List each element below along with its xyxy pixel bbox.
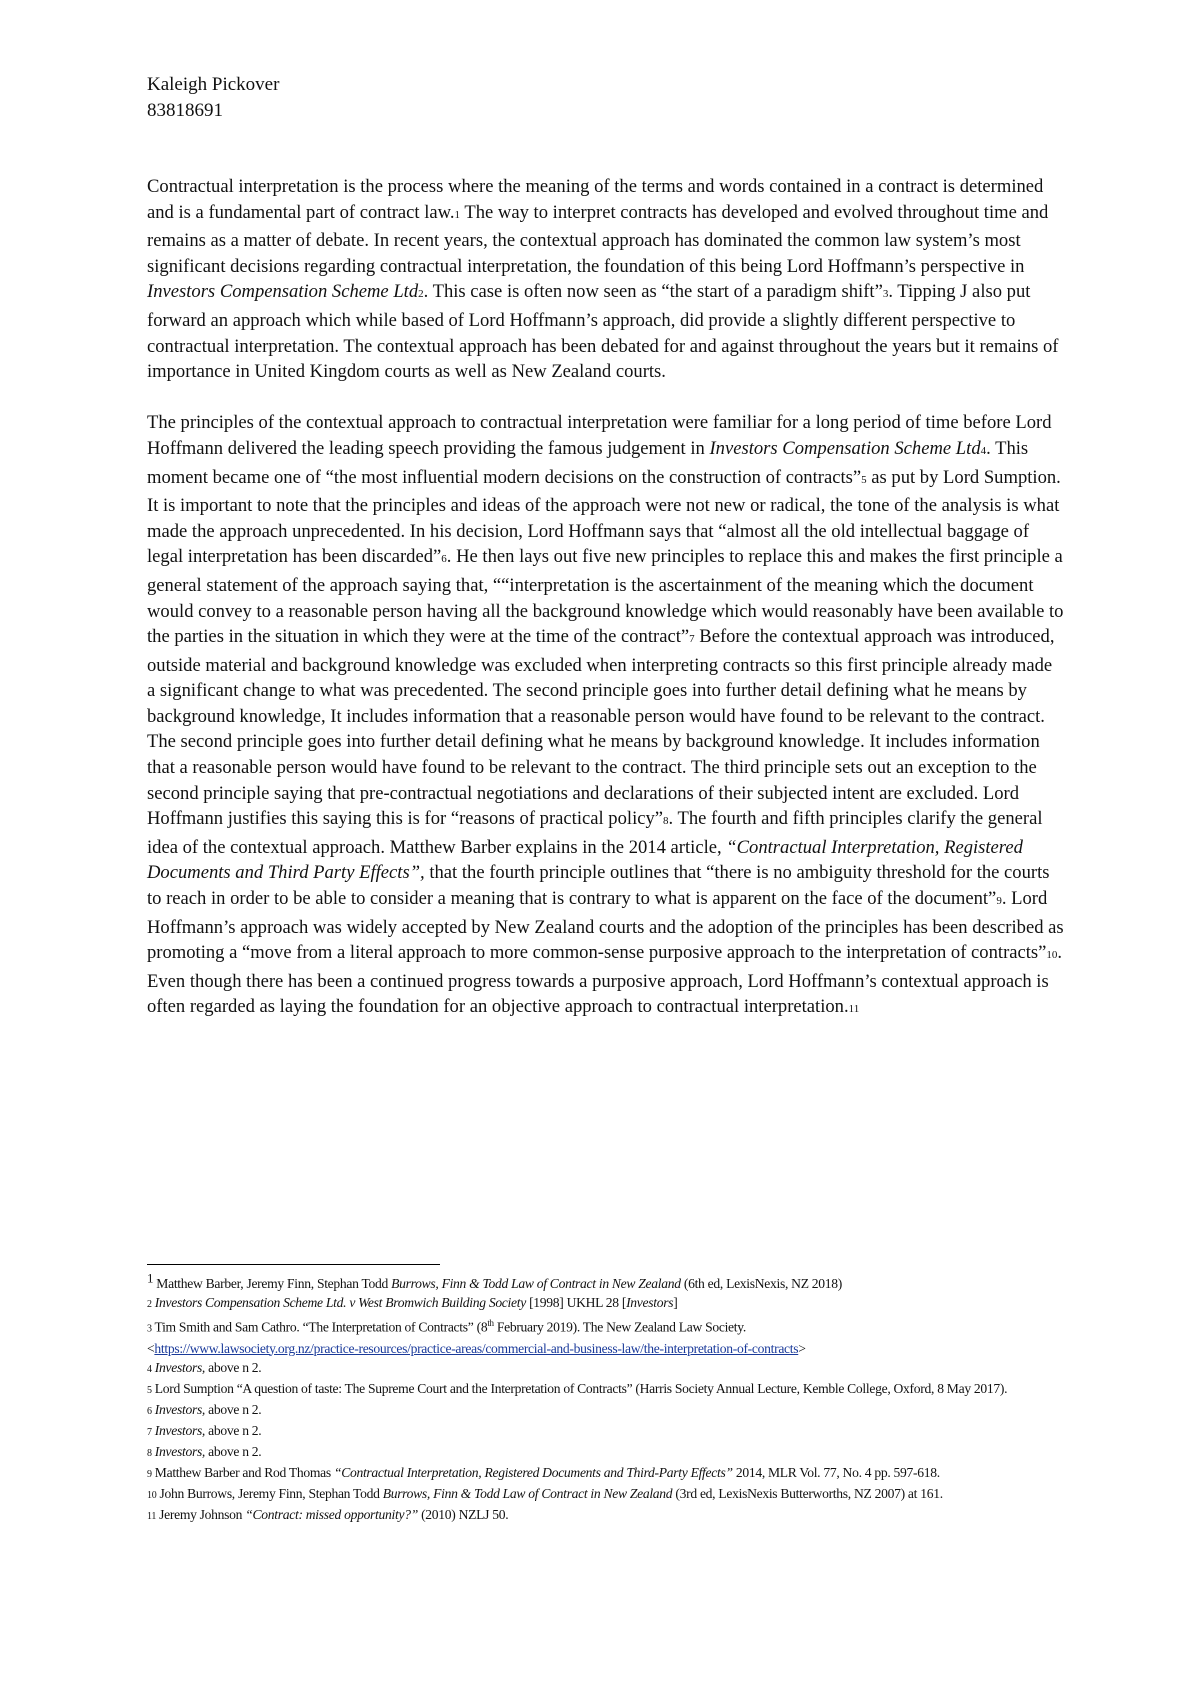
paragraph-1 xyxy=(147,174,1065,385)
footnote-text: Jeremy Johnson xyxy=(156,1506,246,1522)
p2-text-4: . He then lays out five new principles to replace this and makes the first principle a general statement of the approach saying that, ““interpretation is the ascertainment of the meaning which the document would convey to a reasonable person having all the background knowledge which would reasonably have been available to the parties in the situation in which they were at the time of the contract” xyxy=(147,546,1064,648)
footnote-8 xyxy=(147,1442,1065,1463)
p1-text-1: Contractual interpretation is the process where the meaning of the terms and words contained in a contract is determined and is a fundamental part of contract law. xyxy=(147,176,1044,223)
p2-text-6: . The fourth and fifth principles clarify the general idea of the contextual approach. Matthew Barber explains in the 2014 article, xyxy=(147,808,1043,858)
law-society-link[interactable]: https://www.lawsociety.org.nz/practice-resources/practice-areas/commercial-and-business-law/the-interpretation-of-contracts xyxy=(154,1340,799,1356)
footnote-number: 8 xyxy=(147,1447,152,1459)
essay-body xyxy=(147,174,1065,1049)
footnote-text: Matthew Barber, Jeremy Finn, Stephan Todd xyxy=(153,1276,392,1291)
footnote-number: 2 xyxy=(147,1299,152,1310)
footnote-10 xyxy=(147,1484,1065,1505)
footnote-text: [1998] UKHL 28 [ xyxy=(525,1295,627,1310)
case-name: Investors Compensation Scheme Ltd xyxy=(147,281,419,303)
footnote-1 xyxy=(147,1270,1065,1293)
footnote-text: above n 2. xyxy=(205,1443,262,1459)
footnote-title: Burrows, Finn & Todd Law of Contract in New Zealand xyxy=(391,1276,681,1291)
footnote-5 xyxy=(147,1379,1065,1400)
footnote-text: (3rd ed, LexisNexis Butterworths, NZ 2007) at 161. xyxy=(672,1485,943,1501)
footnote-title: Investors xyxy=(626,1295,674,1310)
article-title: “Contractual Interpretation, Registered Documents and Third Party Effects”, xyxy=(147,836,1023,884)
paragraph-2 xyxy=(147,410,1065,1023)
footnote-text: above n 2. xyxy=(205,1422,262,1438)
footnote-ref-7[interactable]: 7 xyxy=(689,633,695,646)
footnote-ref-5[interactable]: 5 xyxy=(861,473,867,486)
footnote-number: 9 xyxy=(147,1468,152,1480)
author-header xyxy=(147,72,279,124)
footnote-text: above n 2. xyxy=(205,1359,262,1375)
bracket: > xyxy=(798,1340,806,1356)
footnote-ref-4[interactable]: 4 xyxy=(980,444,987,457)
p2-text-3: as put by Lord Sumption. It is important to note that the principles and ideas of the approach were not new or radical, the tone of the analysis is what made the approach unprecedented. In his decision, Lord Hoffmann says that “almost all the old intellectual baggage of legal interpretation has been discarded” xyxy=(147,466,1061,568)
p1-text-3: . This case is often now seen as “the start of a paradigm shift” xyxy=(423,281,883,303)
footnote-title: Investors Compensation Scheme Ltd. v West Bromwich Building Society xyxy=(151,1295,526,1310)
footnote-ref-1[interactable]: 1 xyxy=(454,208,461,221)
footnote-number: 1 xyxy=(147,1270,154,1286)
footnote-text: above n 2. xyxy=(205,1401,262,1417)
footnote-9 xyxy=(147,1463,1065,1484)
footnote-text: Matthew Barber and Rod Thomas xyxy=(151,1464,334,1480)
footnote-title: Investors, xyxy=(151,1401,206,1417)
footnote-title: Investors, xyxy=(151,1443,206,1459)
footnote-number: 7 xyxy=(147,1426,152,1438)
footnote-7 xyxy=(147,1421,1065,1442)
student-id: 83818691 xyxy=(147,100,223,121)
footnote-number: 6 xyxy=(147,1405,152,1417)
footnote-ref-2[interactable]: 2 xyxy=(418,288,424,301)
ordinal-suffix: th xyxy=(487,1318,494,1328)
footnote-number: 5 xyxy=(147,1384,152,1396)
footnote-2 xyxy=(147,1293,1065,1314)
footnote-6 xyxy=(147,1400,1065,1421)
footnotes xyxy=(147,1270,1065,1526)
footnote-separator xyxy=(147,1264,440,1265)
p1-text-2: The way to interpret contracts has developed and evolved throughout time and remains as a matter of debate. In recent years, the contextual approach has dominated the common law system’s most significant decisions regarding contractual interpretation, the foundation of this being Lord Hoffmann’s perspective in xyxy=(147,201,1049,277)
footnote-ref-11[interactable]: 11 xyxy=(848,1003,860,1016)
footnote-text: ] xyxy=(673,1295,678,1310)
footnote-text: (6th ed, LexisNexis, NZ 2018) xyxy=(680,1276,843,1291)
case-name: Investors Compensation Scheme Ltd xyxy=(709,437,981,459)
footnote-title: Investors, xyxy=(151,1422,206,1438)
p2-text-7: that the fourth principle outlines that “there is no ambiguity threshold for the courts to reach in order to be able to consider a meaning that is contrary to what is apparent on the face of the document” xyxy=(147,862,1050,910)
p2-text-2: . This moment became one of “the most influential modern decisions on the construction of contracts” xyxy=(147,437,1029,488)
footnote-text: February 2019). The New Zealand Law Society. xyxy=(493,1319,746,1335)
footnote-number: 4 xyxy=(147,1363,152,1375)
footnote-3 xyxy=(147,1314,1065,1358)
p2-text-1: The principles of the contextual approach to contractual interpretation were familiar for a long period of time before Lord Hoffmann delivered the leading speech providing the famous judgement in xyxy=(147,412,1052,459)
footnote-title: Investors, xyxy=(151,1359,206,1375)
p2-text-5: Before the contextual approach was introduced, outside material and background knowledge was excluded when interpreting contracts so this first principle already made a significant change to what was precedented. The second principle goes into further detail defining what he means by background knowledge, It includes information that a reasonable person would have found to be relevant to the contract. The second principle goes into further detail defining what he means by background knowledge. It includes information that a reasonable person would have found to be relevant to the contract. The third principle sets out an exception to the second principle saying that pre-contractual negotiations and declarations of their subjected intent are excluded. Lord Hoffmann justifies this saying this is for “reasons of practical policy” xyxy=(147,626,1055,830)
p2-text-8: . Lord Hoffmann’s approach was widely accepted by New Zealand courts and the adoption of the principles has been described as promoting a “move from a literal approach to more common-sense purposive approach to the interpretation of contracts” xyxy=(147,888,1064,964)
footnote-text: 2014, MLR Vol. 77, No. 4 pp. 597-618. xyxy=(732,1464,940,1480)
footnote-ref-6[interactable]: 6 xyxy=(441,553,447,566)
footnote-4 xyxy=(147,1358,1065,1379)
footnote-number: 11 xyxy=(147,1510,157,1522)
author-name: Kaleigh Pickover xyxy=(147,74,280,95)
footnote-number: 10 xyxy=(147,1489,157,1501)
footnote-11 xyxy=(147,1505,1065,1526)
footnote-text: (2010) NZLJ 50. xyxy=(417,1506,509,1522)
footnote-text: John Burrows, Jeremy Finn, Stephan Todd xyxy=(156,1485,383,1501)
footnote-ref-3[interactable]: 3 xyxy=(882,288,889,301)
footnote-text: Lord Sumption “A question of taste: The Supreme Court and the Interpretation of Contracts” (Harris Society Annual Lecture, Kemble College, Oxford, 8 May 2017). xyxy=(151,1380,1008,1396)
p2-text-9: . Even though there has been a continued progress towards a purposive approach, Lord Hoffmann’s contextual approach is often regarded as laying the foundation for an objective approach to contractual interpretation. xyxy=(147,942,1063,1018)
p1-text-4: . Tipping J also put forward an approach which while based of Lord Hoffmann’s approach, did provide a slightly different perspective to contractual interpretation. The contextual approach has been debated for and against throughout the years but it remains of importance in United Kingdom courts as well as New Zealand courts. xyxy=(147,281,1059,383)
footnote-title: Burrows, Finn & Todd Law of Contract in New Zealand xyxy=(382,1485,673,1501)
footnote-ref-8[interactable]: 8 xyxy=(663,815,669,828)
footnote-ref-9[interactable]: 9 xyxy=(996,895,1002,908)
footnote-text: Tim Smith and Sam Cathro. “The Interpretation of Contracts” (8 xyxy=(151,1319,488,1335)
footnote-ref-10[interactable]: 10 xyxy=(1046,949,1058,962)
bracket: < xyxy=(147,1340,155,1356)
footnote-number: 3 xyxy=(147,1323,152,1335)
footnote-title: “Contractual Interpretation, Registered Documents and Third-Party Effects” xyxy=(333,1464,733,1480)
footnote-title: “Contract: missed opportunity?” xyxy=(245,1506,418,1522)
